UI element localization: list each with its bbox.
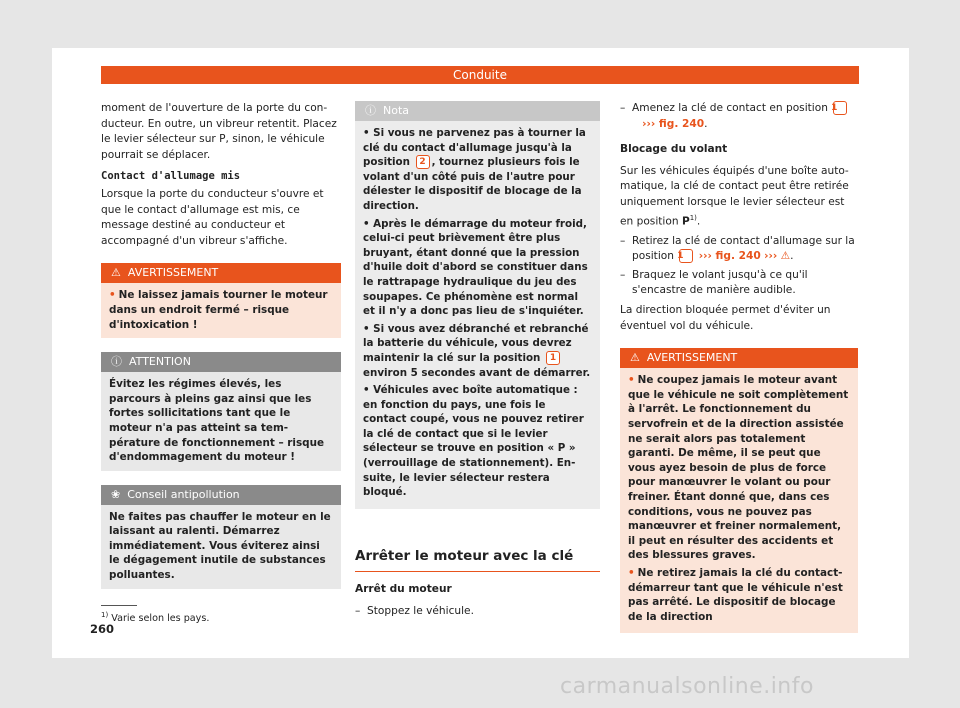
warning-item-text: Ne retirez jamais la clé du contact-démarreur tant que le véhicule n'est pas arrêté. Le dispositif de blocage de la direction — [628, 566, 843, 623]
warning-title: AVERTISSEMENT — [127, 266, 219, 280]
warning-header — [101, 263, 341, 283]
position-marker: 2 — [416, 155, 430, 169]
note-item: • Véhicules avec boîte automatique : en fonction du pays, une fois le contact coupé, vous ne pouvez retirer la clé de contact que si le levier sélecteur se trouve en position « P » (verrouillage de stationnement). Ensuite, le levier sélecteur restera bloqué. — [363, 384, 584, 499]
footnote-rule — [101, 605, 137, 606]
note-item-text: Si vous ne parvenez pas à tourner la clé du contact d'allumage jusqu'à la position — [363, 127, 586, 169]
page-header: Conduite — [101, 66, 859, 84]
subsection-title: Blocage du volant — [620, 143, 728, 156]
attention-text: Évitez les régimes élevés, les parcours à pleins gaz ainsi que les fortes sollicitations tant que le moteur n'a pas atteint sa température de fonctionnement – risque d'endommagement du moteur ! — [101, 372, 341, 471]
paragraph — [620, 164, 858, 230]
figure-link[interactable]: ››› fig. 240 — [642, 117, 705, 130]
message-paragraph: Lorsque la porte du conducteur s'ouvre et que le contact d'allumage est mis, ce message destiné au conducteur et accompagné d'un vibreur s'affiche. — [101, 187, 324, 247]
note-item-text: , tournez plusieurs fois le volant d'un côté puis de l'autre pour délester le dispositif de blocage de la direction. — [363, 156, 582, 212]
note-box — [355, 101, 600, 509]
note-item-text: environ 5 secondes avant de démarrer. — [363, 366, 591, 379]
intro-paragraph: moment de l'ouverture de la porte du conducteur. En outre, un vibreur retentit. Placez le levier sélecteur sur P, sinon, le véhicule pourrait se déplacer. — [101, 102, 337, 161]
attention-header — [101, 352, 341, 372]
warning-body — [620, 368, 858, 633]
display-message-title: Contact d'allumage mis — [101, 170, 241, 183]
attention-title: ATTENTION — [129, 355, 191, 369]
step-item: – Retirez la clé de contact d'allumage sur la position 1 ››› fig. 240 ››› ⚠. — [620, 234, 855, 263]
note-title: Nota — [383, 104, 410, 117]
leaf-icon: ❀ — [111, 487, 121, 501]
eco-header — [101, 485, 341, 505]
position-marker: 1 — [546, 351, 560, 365]
step-item: – Braquez le volant jusqu'à ce qu'il s'encastre de manière audible. — [620, 268, 808, 297]
note-body — [355, 121, 600, 509]
warning-header — [620, 348, 858, 368]
paragraph: La direction bloquée permet d'éviter un éventuel vol du véhicule. — [620, 304, 831, 332]
section-title: Arrêter le moteur avec la clé — [355, 549, 600, 573]
warning-item-text: Ne coupez jamais le moteur avant que le véhicule ne soit complètement à l'arrêt. Le fonctionnement du servofrein et de la direction assistée ne serait alors pas totalement garanti. De même, il se peut que vous ayez besoin de plus de force pour manœuvrer le volant ou pour freiner. Étant donné que, dans ces conditions, vous ne pouvez pas manœuvrer et freiner normalement, il peut en résulter des accidents et des blessures graves. — [628, 374, 849, 562]
warning-body: • Ne laissez jamais tourner le moteur dans un endroit fermé – risque d'intoxication ! — [101, 283, 341, 338]
footnote — [101, 605, 341, 624]
warning-item: • Ne coupez jamais le moteur avant que le véhicule ne soit complètement à l'arrêt. Le fonctionnement du servofrein et de la direction assistée ne serait alors pas totalement garanti. De même, il se peut que vous ayez besoin de plus de force pour manœuvrer le volant ou pour freiner. Étant donné que, dans ces conditions, vous ne pouvez pas manœuvrer et freiner normalement, il peut en résulter des accidents et des blessures graves. — [628, 374, 849, 562]
warning-box — [620, 348, 858, 633]
note-item: • Si vous avez débranché et rebranché la batterie du véhicule, vous devrez maintenir la clé sur la position 1 environ 5 secondes avant de démarrer. — [363, 322, 591, 379]
watermark: carmanualsonline.info — [560, 674, 814, 699]
paragraph-text: . — [696, 215, 701, 228]
eco-text: Ne faites pas chauffer le moteur en le laissant au ralenti. Démarrez immédiatement. Vous éviterez ainsi le dégagement inutile de substances polluantes. — [101, 505, 341, 589]
warning-triangle-icon[interactable]: ⚠ — [780, 250, 791, 263]
step-text: Amenez la clé de contact en position — [632, 102, 828, 114]
note-item-text: Après le démarrage du moteur froid, celui-ci peut brièvement être plus bruyant, étant donné que la pression d'huile doit d'abord se constituer dans le rattrapage hydraulique du jeu des soupapes. Ce phénomène est normal et il n'y a donc pas lieu de s'inquiéter. — [363, 217, 588, 318]
position-letter: P — [681, 215, 690, 228]
figure-link[interactable]: ››› fig. 240 — [698, 250, 761, 263]
attention-box — [101, 352, 341, 471]
column-3 — [620, 101, 858, 637]
position-marker: 1 — [833, 101, 847, 115]
warning-icon: ⚠ — [630, 351, 640, 365]
warning-title: AVERTISSEMENT — [646, 351, 738, 365]
note-header — [355, 101, 600, 121]
info-square-icon: ⓘ — [365, 104, 376, 117]
paragraph-text: Sur les véhicules équipés d'une boîte automatique, la clé de contact peut être retirée uniquement lorsque le levier sélecteur est en position — [620, 164, 849, 228]
note-item-text: Véhicules avec boîte automatique : en fonction du pays, une fois le contact coupé, vous ne pouvez retirer la clé de contact que si le levier sélecteur se trouve en position « P » (verrouillage de stationnement). Ensuite, le levier sélecteur restera bloqué. — [363, 384, 584, 499]
step-text: Braquez le volant jusqu'à ce qu'il s'encastre de manière audible. — [632, 268, 808, 297]
note-item: • Si vous ne parvenez pas à tourner la clé du contact d'allumage jusqu'à la position 2 , tournez plusieurs fois le volant d'un côté puis de l'autre pour délester le dispositif de blocage de la direction. — [363, 127, 586, 212]
footnote-ref[interactable]: 1) — [689, 213, 697, 222]
column-1 — [101, 101, 341, 593]
page-number: 260 — [90, 622, 115, 636]
footnote-mark: 1) — [101, 611, 109, 619]
eco-tip-box — [101, 485, 341, 589]
eco-title: Conseil antipollution — [127, 487, 240, 501]
warning-text: Ne laissez jamais tourner le moteur dans un endroit fermé – risque d'intoxication ! — [109, 289, 328, 331]
warning-item: • Ne retirez jamais la clé du contact-démarreur tant que le véhicule n'est pas arrêté. Le dispositif de blocage de la direction — [628, 566, 843, 623]
info-circle-icon: ⓘ — [111, 355, 122, 369]
step-text: Stoppez le véhicule. — [367, 605, 474, 618]
note-item-text: Si vous avez débranché et rebranché la batterie du véhicule, vous devrez maintenir la clé sur la position — [363, 322, 589, 364]
position-marker: 1 — [679, 249, 693, 263]
step-text: Retirez la clé de contact d'allumage sur la position — [632, 234, 855, 263]
note-item: • Après le démarrage du moteur froid, celui-ci peut brièvement être plus bruyant, étant donné que la pression d'huile doit d'abord se constituer dans le rattrapage hydraulique du jeu des soupapes. Ce phénomène est normal et il n'y a donc pas lieu de s'inquiéter. — [363, 217, 588, 318]
warning-icon: ⚠ — [111, 266, 121, 280]
step-item: – Amenez la clé de contact en position 1 ››› fig. 240. — [620, 101, 858, 132]
warning-box — [101, 263, 341, 338]
step-text: . — [704, 117, 708, 130]
column-2 — [355, 101, 600, 623]
warning-link[interactable]: ››› — [764, 250, 778, 263]
footnote-text: Varie selon les pays. — [111, 613, 210, 625]
step-item: – Stoppez le véhicule. — [355, 605, 474, 618]
subsection-title: Arrêt du moteur — [355, 583, 452, 596]
